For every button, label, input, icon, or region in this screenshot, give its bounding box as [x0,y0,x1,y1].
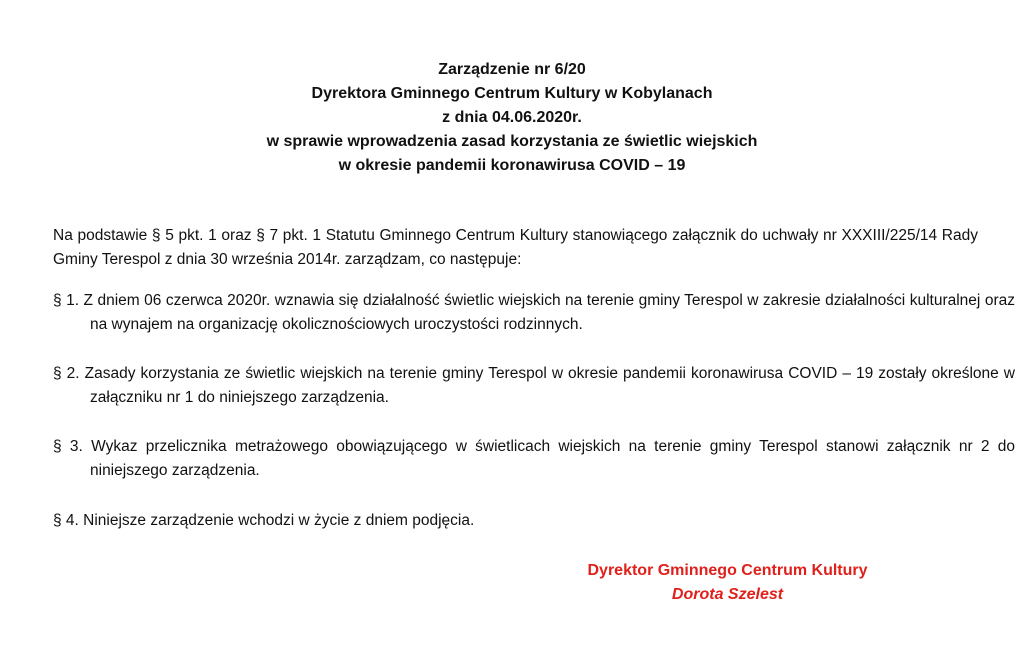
issuer: Dyrektora Gminnego Centrum Kultury w Kobylanach [311,85,713,102]
signature-name: Dorota Szelest [671,586,784,603]
section-4-paragraph: § 4. Niniejsze zarządzenie wchodzi w życie z dniem podjęcia. [53,512,475,529]
order-subject: w sprawie wprowadzenia zasad korzystania ze świetlic wiejskich [266,133,758,150]
signature-title: Dyrektor Gminnego Centrum Kultury [587,562,868,579]
document-heading [0,58,1024,178]
section-1-paragraph: § 1. Z dniem 06 czerwca 2020r. wznawia się działalność świetlic wiejskich na terenie gminy Terespol w zakresie działalności kulturalnej oraz na wynajem na organizację okolicznościowych uroczystości rodzinnych. [53,292,1015,333]
order-number: Zarządzenie nr 6/20 [438,61,586,78]
order-date: z dnia 04.06.2020r. [442,109,582,126]
legal-basis-paragraph: Na podstawie § 5 pkt. 1 oraz § 7 pkt. 1 Statutu Gminnego Centrum Kultury stanowiącego załącznik do uchwały nr XXXIII/225/14 Rady Gminy Terespol z dnia 30 września 2014r. zarządzam, co następuje: [53,227,978,268]
section-3-paragraph: § 3. Wykaz przelicznika metrażowego obowiązującego w świetlicach wiejskich na terenie gminy Terespol stanowi załącznik nr 2 do niniejszego zarządzenia. [53,438,1015,479]
order-subject-continued: w okresie pandemii koronawirusa COVID – 19 [338,157,686,174]
section-2-paragraph: § 2. Zasady korzystania ze świetlic wiejskich na terenie gminy Terespol w okresie pandemii koronawirusa COVID – 19 zostały określone w załączniku nr 1 do niniejszego zarządzenia. [53,365,1015,406]
